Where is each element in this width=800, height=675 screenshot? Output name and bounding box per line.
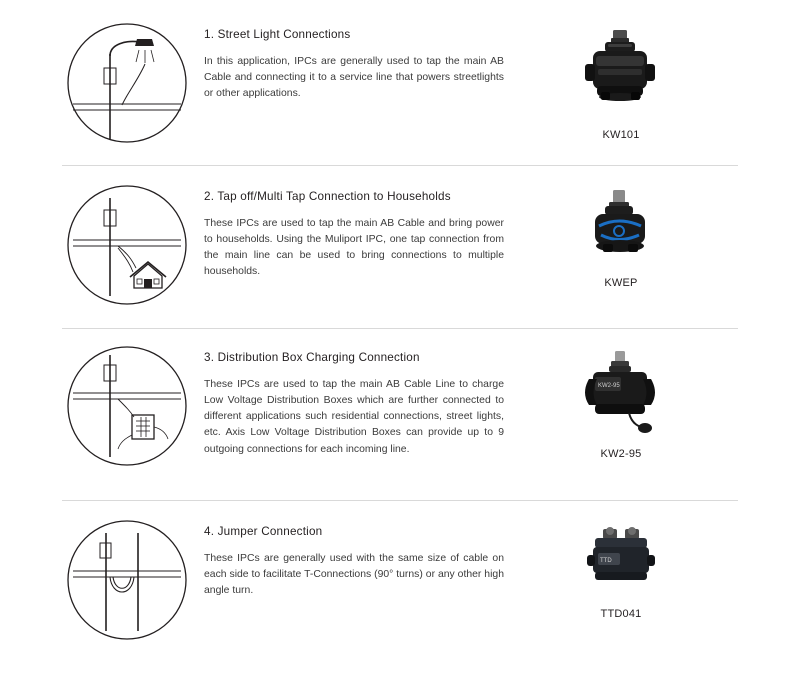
- distribution-box-illustration: [66, 345, 188, 467]
- section-text-street-light: [204, 22, 504, 102]
- ipc-connector-ttd041-image: [565, 523, 677, 601]
- section-body: These IPCs are used to tap the main AB Cable Line to charge Low Voltage Distribution Boxes which are further connected to different applications such residential connections, street lights, etc. Axis Low Voltage Distribution Boxes can provide up to 9 outgoing connections for each incoming line.: [204, 379, 504, 455]
- street-light-pole-illustration: [66, 22, 188, 144]
- section-text-tap-off: [204, 184, 504, 281]
- product-jumper: [504, 519, 738, 620]
- svg-text:TTD: TTD: [600, 558, 612, 564]
- jumper-connection-illustration: [66, 519, 188, 641]
- product-name: KW101: [602, 129, 640, 141]
- ipc-connector-kw101-image: [565, 26, 677, 122]
- product-street-light: [504, 22, 738, 141]
- section-row-jumper: [62, 501, 738, 661]
- section-text-distribution-box: [204, 345, 504, 458]
- product-distribution-box: [504, 345, 738, 460]
- section-row-distribution-box: [62, 329, 738, 501]
- house-tap-connection-illustration: [66, 184, 188, 306]
- section-row-street-light: [62, 0, 738, 166]
- section-text-jumper: [204, 519, 504, 599]
- section-title: 3. Distribution Box Charging Connection: [204, 351, 420, 364]
- section-title: 2. Tap off/Multi Tap Connection to Households: [204, 190, 451, 203]
- product-name: KW2-95: [600, 448, 642, 460]
- section-body: In this application, IPCs are generally used to tap the main AB Cable and connecting it to a service line that powers streetlights or other applications.: [204, 56, 504, 100]
- product-name: TTD041: [600, 608, 642, 620]
- ipc-connector-kwep-image: [565, 188, 677, 270]
- product-name: KWEP: [604, 277, 638, 289]
- section-title: 1. Street Light Connections: [204, 28, 351, 41]
- section-row-tap-off: [62, 166, 738, 329]
- svg-text:KW2-95: KW2-95: [598, 383, 620, 389]
- ipc-connector-kw2-95-image: [565, 349, 677, 441]
- section-body: These IPCs are generally used with the same size of cable on each side to facilitate T-Connections (90° turns) or any other high angle turn.: [204, 553, 504, 597]
- section-title: 4. Jumper Connection: [204, 525, 323, 538]
- product-tap-off: [504, 184, 738, 289]
- section-body: These IPCs are used to tap the main AB Cable and bring power to households. Using the Muliport IPC, one tap connection from the main line can be used to bring connections to multiple households.: [204, 218, 504, 278]
